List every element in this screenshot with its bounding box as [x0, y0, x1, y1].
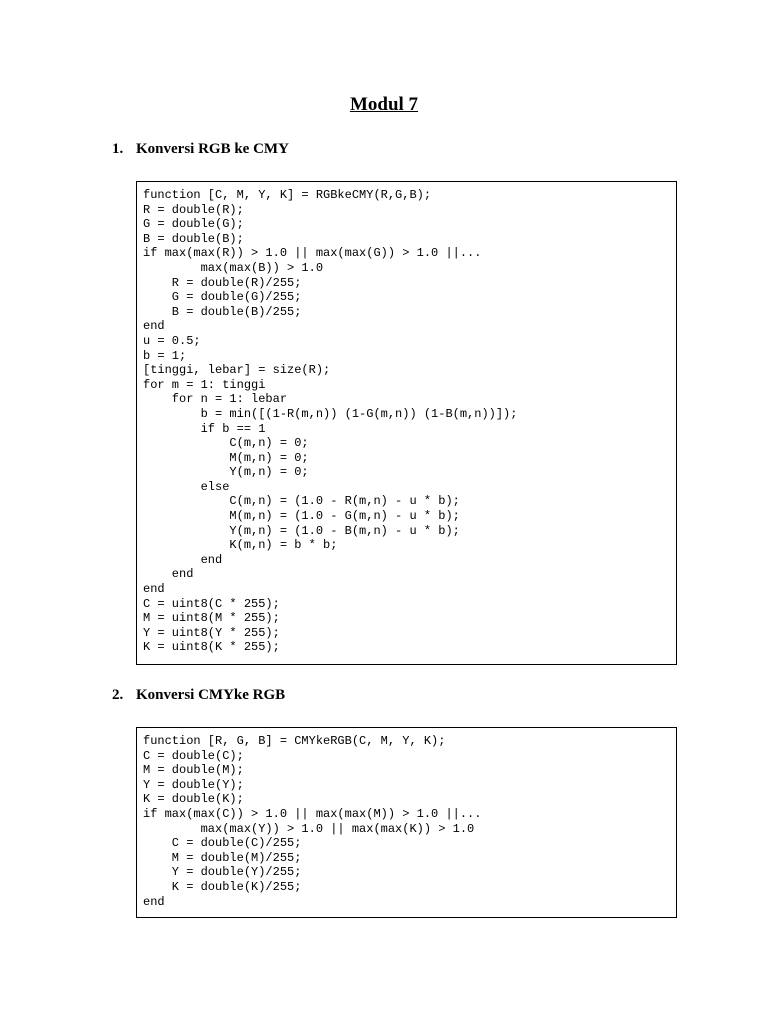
page-title: Modul 7: [349, 94, 419, 115]
code-line: b = 1;: [143, 348, 187, 363]
code-line: max(max(B)) > 1.0: [143, 260, 324, 275]
code-line: Y = double(Y);: [143, 777, 244, 792]
code-line: G = double(G);: [143, 217, 244, 232]
code-line: M = double(M)/255;: [143, 850, 302, 865]
code-line: C = uint8(C * 255);: [143, 596, 280, 611]
code-block-rgb-to-cmy: [136, 181, 677, 665]
code-line: max(max(Y)) > 1.0 || max(max(K)) > 1.0: [143, 821, 475, 836]
code-line: else: [143, 479, 230, 494]
code-block-cmy-to-rgb: [136, 727, 677, 918]
code-line: B = double(B)/255;: [143, 304, 302, 319]
code-line: K = uint8(K * 255);: [143, 640, 280, 655]
code-line: end: [143, 894, 165, 909]
code-line: [tinggi, lebar] = size(R);: [143, 363, 331, 378]
section-heading-rgb-to-cmy: [112, 140, 289, 158]
code-line: M(m,n) = (1.0 - G(m,n) - u * b);: [143, 509, 460, 524]
code-line: G = double(G)/255;: [143, 290, 302, 305]
code-line: K = double(K)/255;: [143, 879, 302, 894]
code-line: C = double(C);: [143, 748, 244, 763]
code-line: end: [143, 567, 194, 582]
code-line: for m = 1: tinggi: [143, 377, 266, 392]
code-line: u = 0.5;: [143, 333, 201, 348]
section-heading-cmy-to-rgb: [112, 686, 285, 704]
section-number: 1.: [112, 141, 124, 157]
code-line: end: [143, 552, 223, 567]
code-line: C(m,n) = (1.0 - R(m,n) - u * b);: [143, 494, 460, 509]
code-line: for n = 1: lebar: [143, 392, 288, 407]
code-line: C = double(C)/255;: [143, 836, 302, 851]
code-line: B = double(B);: [143, 231, 244, 246]
code-line: Y(m,n) = 0;: [143, 465, 309, 480]
section-title: Konversi RGB ke CMY: [136, 141, 289, 157]
code-line: end: [143, 319, 165, 334]
code-line: end: [143, 582, 165, 597]
code-line: M(m,n) = 0;: [143, 450, 309, 465]
code-line: b = min([(1-R(m,n)) (1-G(m,n)) (1-B(m,n))]);: [143, 406, 518, 421]
code-line: function [R, G, B] = CMYkeRGB(C, M, Y, K);: [143, 734, 446, 748]
code-line: K(m,n) = b * b;: [143, 538, 338, 553]
code-line: R = double(R);: [143, 202, 244, 217]
code-line: if max(max(C)) > 1.0 || max(max(M)) > 1.0 ||...: [143, 806, 482, 821]
section-number: 2.: [112, 687, 124, 703]
section-title: Konversi CMYke RGB: [136, 687, 286, 703]
code-line: C(m,n) = 0;: [143, 436, 309, 451]
code-line: Y = uint8(Y * 255);: [143, 625, 280, 640]
code-line: M = uint8(M * 255);: [143, 611, 280, 626]
code-line: Y(m,n) = (1.0 - B(m,n) - u * b);: [143, 523, 460, 538]
code-line: R = double(R)/255;: [143, 275, 302, 290]
code-line: if max(max(R)) > 1.0 || max(max(G)) > 1.0 ||...: [143, 246, 482, 261]
code-line: M = double(M);: [143, 763, 244, 778]
code-line: if b == 1: [143, 421, 266, 436]
code-line: K = double(K);: [143, 792, 244, 807]
code-line: Y = double(Y)/255;: [143, 865, 302, 880]
code-line: function [C, M, Y, K] = RGBkeCMY(R,G,B);: [143, 188, 432, 202]
